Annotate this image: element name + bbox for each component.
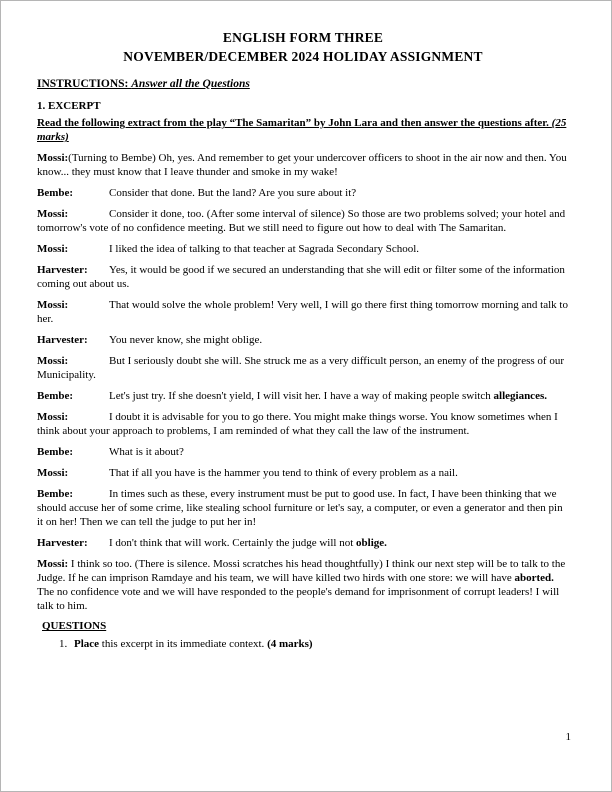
dialogue-line xyxy=(37,467,569,481)
speaker-name: Mossi: xyxy=(37,208,69,221)
dialogue-text: You never know, she might oblige. xyxy=(109,333,263,346)
document-title-line1: ENGLISH FORM THREE xyxy=(222,30,384,45)
question-text: this excerpt in its immediate context. xyxy=(99,638,268,651)
dialogue-line xyxy=(37,243,569,257)
dialogue-line xyxy=(37,411,569,439)
dialogue-text: Consider that done. But the land? Are you sure about it? xyxy=(109,187,357,200)
dialogue-text: I liked the idea of talking to that teacher at Sagrada Secondary School. xyxy=(109,243,420,256)
speaker-name: Bembe: xyxy=(37,389,74,402)
dialogue-line xyxy=(37,537,569,551)
dialogue-line xyxy=(37,488,569,530)
speaker-name: Harvester: xyxy=(37,333,88,346)
dialogue-line xyxy=(37,299,569,327)
speaker-name: Bembe: xyxy=(37,187,74,200)
dialogue-text: I don't think that will work. Certainly the judge will not xyxy=(109,536,357,549)
dialogue-text: What is it about? xyxy=(109,445,184,458)
dialogue-text: In times such as these, every instrument must be put to good use. In fact, I have been thinking that we should accuse her of some crime, like stealing school furniture or let's say, a computer, or even a generator and then pin it on her! Then we can tell the judge to put her in! xyxy=(37,487,563,528)
dialogue-line xyxy=(37,446,569,460)
dialogue-text-after: The no confidence vote and we will have responded to the people's demand for imprisonment of corrupt leaders! I will talk to him. xyxy=(37,585,560,612)
page-number: 1 xyxy=(565,731,571,744)
questions-heading: QUESTIONS xyxy=(42,620,107,633)
dialogue-text: (Turning to Bembe) Oh, yes. And remember to get your undercover officers to shoot in the air now and then. You know... they must know that I leave thunder and smoke in my wake! xyxy=(37,152,567,179)
dialogue-text-bold: oblige. xyxy=(356,536,387,549)
dialogue-text-bold: aborted. xyxy=(514,571,554,584)
excerpt-intro xyxy=(37,117,569,145)
instructions-line xyxy=(37,77,569,92)
excerpt-section-heading: 1. EXCERPT xyxy=(37,100,101,113)
instructions-text: Answer all the Questions xyxy=(131,77,250,90)
dialogue-text: That if all you have is the hammer you tend to think of every problem as a nail. xyxy=(109,466,458,479)
excerpt-intro-text: Read the following extract from the play “The Samaritan” by John Lara and then answer the questions after. xyxy=(37,117,552,130)
speaker-name: Mossi: xyxy=(37,152,69,165)
speaker-name: Harvester: xyxy=(37,536,88,549)
dialogue-line xyxy=(37,187,569,201)
dialogue-text: Consider it done, too. (After some interval of silence) So those are two problems solved; your hotel and tomorrow's vote of no confidence meeting. But we still need to figure out how to deal with The Samaritan. xyxy=(37,208,566,235)
speaker-name: Mossi: xyxy=(37,299,69,312)
question-item xyxy=(37,638,569,652)
dialogue-line xyxy=(37,152,569,180)
dialogue-text: I think so too. (There is silence. Mossi scratches his head thoughtfully) I think our next step will be to talk to the Judge. If he can imprison Ramdaye and his team, we will have killed two hirds with one store: we will have xyxy=(37,557,566,584)
speaker-name: Bembe: xyxy=(37,445,74,458)
dialogue-text: Let's just try. If she doesn't yield, I will visit her. I have a way of making people switch xyxy=(109,389,494,402)
dialogue-line xyxy=(37,390,569,404)
speaker-name: Harvester: xyxy=(37,264,88,277)
document-title-line2: NOVEMBER/DECEMBER 2024 HOLIDAY ASSIGNMENT xyxy=(123,48,483,64)
dialogue-line xyxy=(37,334,569,348)
question-marks: (4 marks) xyxy=(267,638,313,651)
dialogue-text: Yes, it would be good if we secured an understanding that she will edit or filter some of the information coming out about us. xyxy=(37,264,565,291)
dialogue-text: But I seriously doubt she will. She struck me as a very difficult person, an enemy of the progress of our Municipality. xyxy=(37,354,564,381)
dialogue-text: That would solve the whole problem! Very well, I will go there first thing tomorrow morning and talk to her. xyxy=(37,299,568,325)
dialogue-line xyxy=(37,208,569,236)
question-lead-word: Place xyxy=(74,638,100,651)
dialogue-text: I doubt it is advisable for you to go there. You might make things worse. You know sometimes when I think about your approach to problems, I am reminded of what they call the law of the instrument. xyxy=(37,410,558,437)
instructions-label: INSTRUCTIONS: xyxy=(37,77,132,90)
dialogue-text-bold: allegiances. xyxy=(493,389,547,402)
speaker-name: Bembe: xyxy=(37,487,74,500)
question-number: 1. xyxy=(59,638,68,651)
dialogue-line xyxy=(37,558,569,614)
speaker-name: Mossi: xyxy=(37,410,69,423)
speaker-name: Mossi: xyxy=(37,557,69,570)
document-header xyxy=(37,29,569,67)
excerpt-intro-marks: (25 marks) xyxy=(37,117,567,144)
speaker-name: Mossi: xyxy=(37,354,69,367)
speaker-name: Mossi: xyxy=(37,466,69,479)
dialogue-line xyxy=(37,264,569,292)
dialogue-line xyxy=(37,355,569,383)
speaker-name: Mossi: xyxy=(37,243,69,256)
